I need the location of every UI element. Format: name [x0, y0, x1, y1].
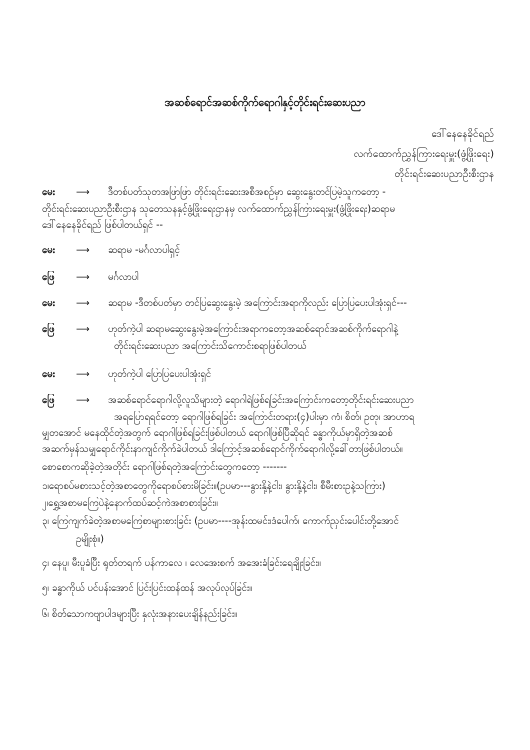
body-line — [42, 271, 500, 285]
arrow-icon: ⟶ — [76, 324, 90, 335]
arrow-icon: ⟶ — [76, 187, 90, 198]
line-text: ဆရာမ -ဒီတစ်ပတ်မှာ တင်ပြဆွေးနွေးမဲ့ အကြောင်းအရာကိုလည်း ပြောပြပေးပါအုံးရှင်--- — [108, 298, 407, 309]
body-line — [42, 443, 500, 457]
line-text: ၂၊ရွှေ့အစာမကြေပဲနဲ့နောက်ထပ်ဆင့်ကဲအစာစားခြင်း။ — [42, 498, 218, 509]
line-text: တိုင်းရင်းဆေးပညာ အကြောင်းသိကောင်းစရာဖြစ်ပါတယ် — [114, 341, 307, 352]
document-title: အဆစ်ရောင်အဆစ်ကိုက်ရောဂါနှင့်တိုင်းရင်းဆေးပညာ — [164, 97, 366, 109]
arrow-icon: ⟶ — [76, 272, 90, 283]
line-text: ဒေါ်နေနေခိုင်ရည် ဖြစ်ပါတယ်ရှင် -- — [42, 220, 163, 231]
arrow-icon: ⟶ — [76, 395, 90, 406]
speaker-label: ဖြေ — [42, 272, 55, 283]
body-line — [42, 297, 500, 311]
line-text: အဆက်မှန်သမျှရောင်ကိုင်းနာကျင်ကိုက်ခဲပါတယ် ဒါကြောင့်အဆစ်ရောင်ကိုက်ရောဂါလို့ခေါ်တာဖြစ်ပါတယ်။ — [42, 444, 403, 455]
body-line — [42, 480, 500, 494]
author-department: တိုင်းရင်းဆေးပညာဦးစီးဌာန — [394, 169, 494, 180]
line-text: ၃၊ ကြေကျက်ခဲတဲ့အစာမကြေစာများစားခြင်း (ဥပမာ----အုန်းထမင်း၊ဒံပေါက်၊ ကောက်ညှင်းပေါင်းတို့အောင် — [42, 516, 399, 527]
line-text: ၄၊ နေပူ၊ မီးပူခံပြီး ရုတ်တရက် ပန်ကာလေ ၊ လေအေးစက် အအေးခံခြင်းရေချိုးခြင်း။ — [42, 558, 321, 569]
speaker-label: မေး — [42, 298, 55, 309]
line-text: ဟုတ်ကဲ့ပါ ဆရာမဆွေးနွေးမဲ့အကြောင်းအရာကတော့အဆစ်ရောင်အဆစ်ကိုက်ရောဂါနဲ့ — [108, 324, 398, 335]
body-line — [42, 497, 500, 511]
body-line — [42, 219, 500, 233]
body-line — [42, 368, 500, 382]
body-line — [42, 533, 500, 547]
speaker-label: မေး — [42, 369, 55, 380]
line-text: မျှတအောင် မနေထိုင်တဲ့အတွက် ရောဂါဖြစ်ရခြင်းဖြစ်ပါတယ် ရောဂါဖြစ်ပြီဆိုရင် ခန္ဓာကိုယ်မှာရှိတဲ့အဆစ် — [42, 428, 393, 439]
line-text: တိုင်းရင်းဆေးပညာဦးစီးဌာန သုတေသနနှင့်ဖွံ့ဖြိုးရေးဌာနမှ လက်ထောက်ညွှန်ကြားရေးမှူး(ဖွံ့ဖြိုးရေး)ဆရာမ — [42, 204, 396, 215]
body-line — [42, 186, 500, 200]
arrow-icon: ⟶ — [76, 245, 90, 256]
body-line — [42, 461, 500, 475]
line-text: ၅၊ ခန္ဓာကိုယ် ပင်ပန်းအောင် ပြင်းပြင်းထန်ထန် အလုပ်လုပ်ခြင်း။ — [42, 583, 253, 594]
body-line — [42, 203, 500, 217]
author-name: ဒေါ်နေနေခိုင်ရည် — [431, 129, 494, 140]
line-text: အရပြောရရင်တော့ ရောဂါဖြစ်ရခြင်း အကြောင်းတရား(၄)ပါးမှာ ကံ၊ စိတ်၊ ဥတု၊ အာဟာရ — [114, 412, 415, 423]
line-text: ၁၊ရောစပ်မစားသင့်တဲ့အစာတွေကိုရောစပ်စားမိခြင်း။(ဥပမာ---နွားနို့နဲ့ငါး၊ နွားနို့နဲ့ငါး၊ စီမီးစားဥနဲ့သကြား) — [42, 481, 386, 492]
speaker-label: ဖြေ — [42, 324, 55, 335]
speaker-label: ဖြေ — [42, 395, 55, 406]
body-line — [42, 323, 500, 337]
body-line — [42, 427, 500, 441]
line-text: ဟုတ်ကဲ့ပါ ပြောပြပေးပါအုံးရှင် — [108, 369, 212, 380]
line-text: မင်္ဂလာပါ — [108, 272, 139, 283]
arrow-icon: ⟶ — [76, 369, 90, 380]
body-line — [42, 394, 500, 408]
author-institution: လက်ထောက်ညွှန်ကြားရေးမှူး(ဖွံ့ဖြိုးရေး) — [353, 149, 494, 160]
body-line — [42, 515, 500, 529]
arrow-icon: ⟶ — [76, 298, 90, 309]
line-text: ဥမျိုးစုံ။) — [76, 534, 104, 545]
body-line — [42, 340, 500, 354]
line-text: အဆစ်ရောင်ရောဂါလို့လူသိများတဲ့ ရောဂါရဲဖြစ်ရခြင်းအကြောင်းကတော့တိုင်းရင်းဆေးပညာ — [108, 395, 414, 406]
body-line — [42, 582, 500, 596]
line-text: ဆရာမ -မင်္ဂလာပါရှင့် — [108, 245, 180, 256]
body-line — [42, 608, 500, 622]
body-line — [42, 411, 500, 425]
line-text: ဒီတစ်ပတ်သုတအဖြာဖြာ တိုင်းရင်းဆေးအစီအစဉ်မှာ ဆွေးနွေးတင်ပြမဲ့သူကတော့ - — [108, 187, 386, 198]
body-line — [42, 557, 500, 571]
body-line — [42, 244, 500, 258]
line-text: ၆၊ စိတ်သောကဗျာပါဒများပြီး နှလုံးအနားပေးချိန်နည်းခြင်း။ — [42, 609, 238, 620]
speaker-label: မေး — [42, 245, 55, 256]
speaker-label: မေး — [42, 187, 55, 198]
line-text: စောစောကဆိုခဲ့တဲ့အတိုင်း ရောဂါဖြစ်ရတဲ့အကြောင်းတွေကတော့ ------- — [42, 462, 287, 473]
